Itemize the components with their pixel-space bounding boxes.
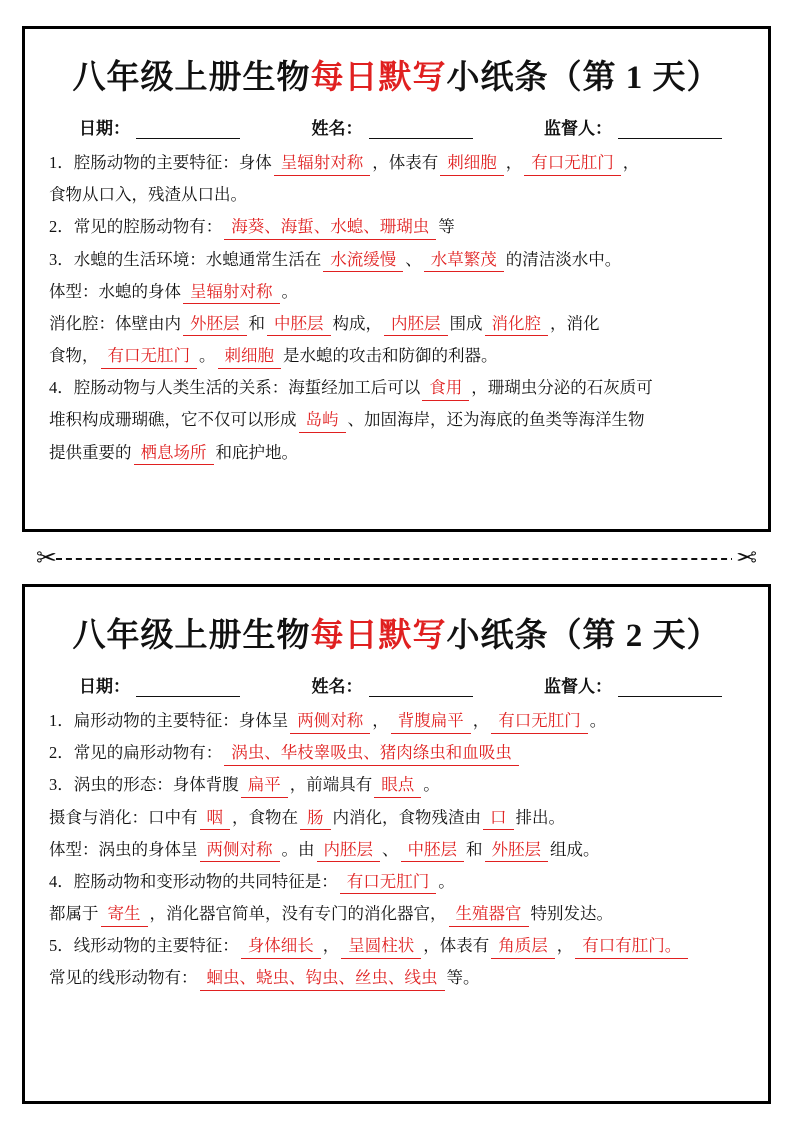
q3-text-3: 的清洁淡水中。 (505, 249, 622, 269)
d2q5-text-2: ， (322, 936, 340, 956)
supervisor-field-2[interactable] (544, 672, 722, 697)
question-4 (49, 372, 744, 404)
d2q1-answer-2: 背腹扁平 (391, 711, 471, 734)
q1-text-5: 食物从口入，残渣从口出。 (49, 185, 247, 205)
name-label-2: 姓名： (311, 677, 363, 696)
q3-text-8: 构成， (332, 313, 382, 333)
q3-text-1: 3．水螅的生活环境：水螅通常生活在 (49, 249, 322, 269)
q1-answer-2: 刺细胞 (440, 153, 504, 176)
supervisor-input-blank-2[interactable] (618, 679, 722, 697)
q4-text-6: 和庇护地。 (215, 442, 298, 462)
d2q3-answer-8: 中胚层 (401, 840, 465, 863)
d2q3-answer-6: 两侧对称 (200, 840, 280, 863)
d2q3-text-1: 3．涡虫的形态：身体背腹 (49, 775, 239, 795)
d2q5-answer-1: 身体细长 (241, 936, 321, 959)
d2q4-answer-2: 寄生 (101, 904, 148, 927)
d2q4-text-1: 4．腔肠动物和变形动物的共同特征是： (49, 871, 338, 891)
d2q5-text-5: 常见的线形动物有： (49, 968, 198, 988)
d2-question-5-cont (49, 962, 744, 994)
q3-answer-4: 外胚层 (183, 314, 247, 337)
d2q5-text-1: 5．线形动物的主要特征： (49, 936, 239, 956)
d2q4-text-4: ，消化器官简单，没有专门的消化器官， (149, 904, 447, 924)
d2-question-3-body (49, 834, 744, 866)
q4-answer-3: 栖息场所 (134, 443, 214, 466)
supervisor-label-2: 监督人： (544, 677, 612, 696)
q3-text-4: 体型：水螅的身体 (49, 281, 181, 301)
q4-answer-2: 岛屿 (299, 410, 346, 433)
d2q2-text-1: 2．常见的扁形动物有： (49, 743, 223, 763)
date-input-blank[interactable] (136, 121, 240, 139)
d2q3-answer-1: 扁平 (241, 775, 288, 798)
d2q1-text-3: ， (472, 711, 490, 730)
q3-answer-2: 水草繁茂 (424, 250, 504, 273)
d2q3-answer-2: 眼点 (374, 775, 421, 798)
q3-answer-5: 中胚层 (267, 314, 331, 337)
q4-text-5: 提供重要的 (49, 442, 132, 462)
d2q5-answer-2: 呈圆柱状 (341, 936, 421, 959)
question-4-cont1 (49, 404, 744, 436)
q3-answer-7: 消化腔 (485, 314, 549, 337)
d2q4-text-3: 都属于 (49, 904, 99, 924)
d2q3-text-3: 。 (423, 775, 440, 795)
meta-row-day1 (45, 100, 748, 145)
q3-text-2: 、 (405, 249, 422, 269)
supervisor-input-blank[interactable] (618, 121, 722, 139)
question-2 (49, 211, 744, 243)
d2q3-answer-7: 内胚层 (317, 840, 381, 863)
q1-text-4: ， (622, 153, 640, 172)
date-label-2: 日期： (79, 677, 130, 696)
question-3-body (49, 276, 744, 308)
question-1 (49, 147, 744, 179)
d2q3-answer-9: 外胚层 (485, 840, 549, 863)
q3-answer-8: 有口无肛门 (101, 346, 198, 369)
d2-question-2 (49, 737, 744, 769)
question-3 (49, 244, 744, 276)
q3-text-12: 。 (199, 346, 216, 366)
title-highlight: 每日默写 (310, 60, 447, 96)
q1-text-2: ，体表有 (372, 153, 439, 172)
d2-question-3 (49, 769, 744, 801)
name-input-blank-2[interactable] (369, 679, 473, 697)
questions-day2 (45, 703, 748, 995)
title-suffix-2: 小纸条（第 2 天） (446, 618, 721, 654)
cut-line (22, 532, 771, 584)
date-field-2[interactable] (79, 672, 240, 697)
title-prefix-2: 八年级上册生物 (72, 618, 311, 654)
d2q5-answer-4: 有口有肛门。 (575, 936, 688, 959)
d2-question-4 (49, 866, 744, 898)
q1-text-3: ， (505, 153, 523, 172)
q3-answer-9: 刺细胞 (218, 346, 282, 369)
meta-row-day2 (45, 658, 748, 703)
d2q3-text-8: 体型：涡虫的身体呈 (49, 839, 198, 859)
d2q2-answer-1: 涡虫、华枝睾吸虫、猪肉绦虫和血吸虫 (224, 743, 519, 766)
dashed-divider (56, 558, 737, 560)
q2-text-1: 2．常见的腔肠动物有： (49, 217, 223, 237)
date-field[interactable] (79, 114, 240, 139)
d2q5-answer-3: 角质层 (491, 936, 555, 959)
d2q3-text-2: ，前端具有 (289, 775, 373, 795)
d2-question-3-feed (49, 802, 744, 834)
date-label: 日期： (79, 119, 130, 138)
d2q3-text-7: 排出。 (515, 807, 565, 827)
d2q1-text-1: 1．扁形动物的主要特征：身体呈 (49, 711, 289, 730)
name-field-2[interactable] (312, 672, 473, 697)
title-suffix: 小纸条（第 1 天） (446, 60, 721, 96)
d2q1-text-4: 。 (589, 711, 607, 730)
q1-answer-1: 呈辐射对称 (274, 153, 371, 176)
d2q3-text-6: 内消化，食物残渣由 (332, 807, 481, 827)
q2-answer-1: 海葵、海蜇、水螅、珊瑚虫 (224, 217, 436, 240)
d2q3-text-10: 、 (382, 839, 399, 859)
q4-text-2: ，珊瑚虫分泌的石灰质可 (471, 378, 653, 398)
q1-text-1: 1．腔肠动物的主要特征：身体 (49, 153, 272, 172)
questions-day1 (45, 145, 748, 469)
d2-question-1 (49, 705, 744, 737)
q4-text-4: 、加固海岸，还为海底的鱼类等海洋生物 (347, 410, 645, 430)
d2q5-text-3: ，体表有 (423, 936, 490, 956)
d2-question-5 (49, 930, 744, 962)
scissors-icon-right: ✂ (732, 546, 761, 571)
q3-answer-3: 呈辐射对称 (183, 282, 280, 305)
date-input-blank-2[interactable] (136, 679, 240, 697)
q4-text-3: 堆积构成珊瑚礁，它不仅可以形成 (49, 410, 297, 430)
q3-text-5: 。 (281, 281, 298, 301)
name-label: 姓名： (311, 119, 363, 138)
q3-answer-1: 水流缓慢 (323, 250, 403, 273)
q2-text-2: 等 (438, 217, 455, 237)
q3-text-9: 围成 (449, 313, 483, 333)
q3-text-6: 消化腔：体壁由内 (49, 313, 181, 333)
q1-answer-3: 有口无肛门 (524, 153, 621, 176)
q4-text-1: 4．腔肠动物与人类生活的关系：海蜇经加工后可以 (49, 378, 421, 398)
d2q5-answer-5: 蛔虫、蛲虫、钩虫、丝虫、线虫 (200, 968, 445, 991)
question-3-digestion (49, 308, 744, 340)
q4-answer-1: 食用 (422, 378, 469, 401)
d2q3-answer-4: 肠 (300, 808, 331, 831)
q3-text-10: ，消化 (550, 313, 600, 333)
question-4-cont2 (49, 437, 744, 469)
d2q1-answer-1: 两侧对称 (290, 711, 370, 734)
d2q4-answer-3: 生殖器官 (449, 904, 529, 927)
q3-text-11: 食物， (49, 346, 99, 366)
d2q3-text-5: ，食物在 (232, 807, 298, 827)
question-1-cont (49, 179, 744, 211)
d2q1-answer-3: 有口无肛门 (491, 711, 588, 734)
worksheet-card-day2 (22, 584, 771, 1104)
page-title-day2 (45, 609, 748, 656)
page-bottom-margin (22, 1104, 771, 1112)
d2q1-text-2: ， (372, 711, 389, 730)
name-input-blank[interactable] (369, 121, 473, 139)
title-highlight-2: 每日默写 (310, 618, 447, 654)
question-3-food (49, 340, 744, 372)
d2q5-text-4: ， (556, 936, 574, 956)
d2q4-text-5: 特别发达。 (530, 904, 613, 924)
d2q3-text-11: 和 (466, 839, 483, 859)
worksheet-card-day1 (22, 26, 771, 532)
page-title-day1 (45, 51, 748, 98)
d2q4-text-2: 。 (438, 871, 455, 891)
scissors-icon: ✂ (32, 546, 61, 571)
q3-answer-6: 内胚层 (384, 314, 448, 337)
q3-text-13: 是水螅的攻击和防御的利器。 (283, 346, 498, 366)
d2q3-answer-3: 咽 (200, 808, 231, 831)
q3-text-7: 和 (248, 313, 265, 333)
d2q3-text-4: 摄食与消化：口中有 (49, 807, 198, 827)
d2q4-answer-1: 有口无肛门 (340, 872, 437, 895)
d2q3-text-12: 组成。 (550, 839, 600, 859)
supervisor-label: 监督人： (544, 119, 612, 138)
d2-question-4-cont (49, 898, 744, 930)
name-field[interactable] (312, 114, 473, 139)
d2q5-text-6: 等。 (446, 968, 480, 988)
d2q3-answer-5: 口 (483, 808, 514, 831)
d2q3-text-9: 。由 (281, 839, 315, 859)
supervisor-field[interactable] (544, 114, 722, 139)
title-prefix: 八年级上册生物 (72, 60, 311, 96)
